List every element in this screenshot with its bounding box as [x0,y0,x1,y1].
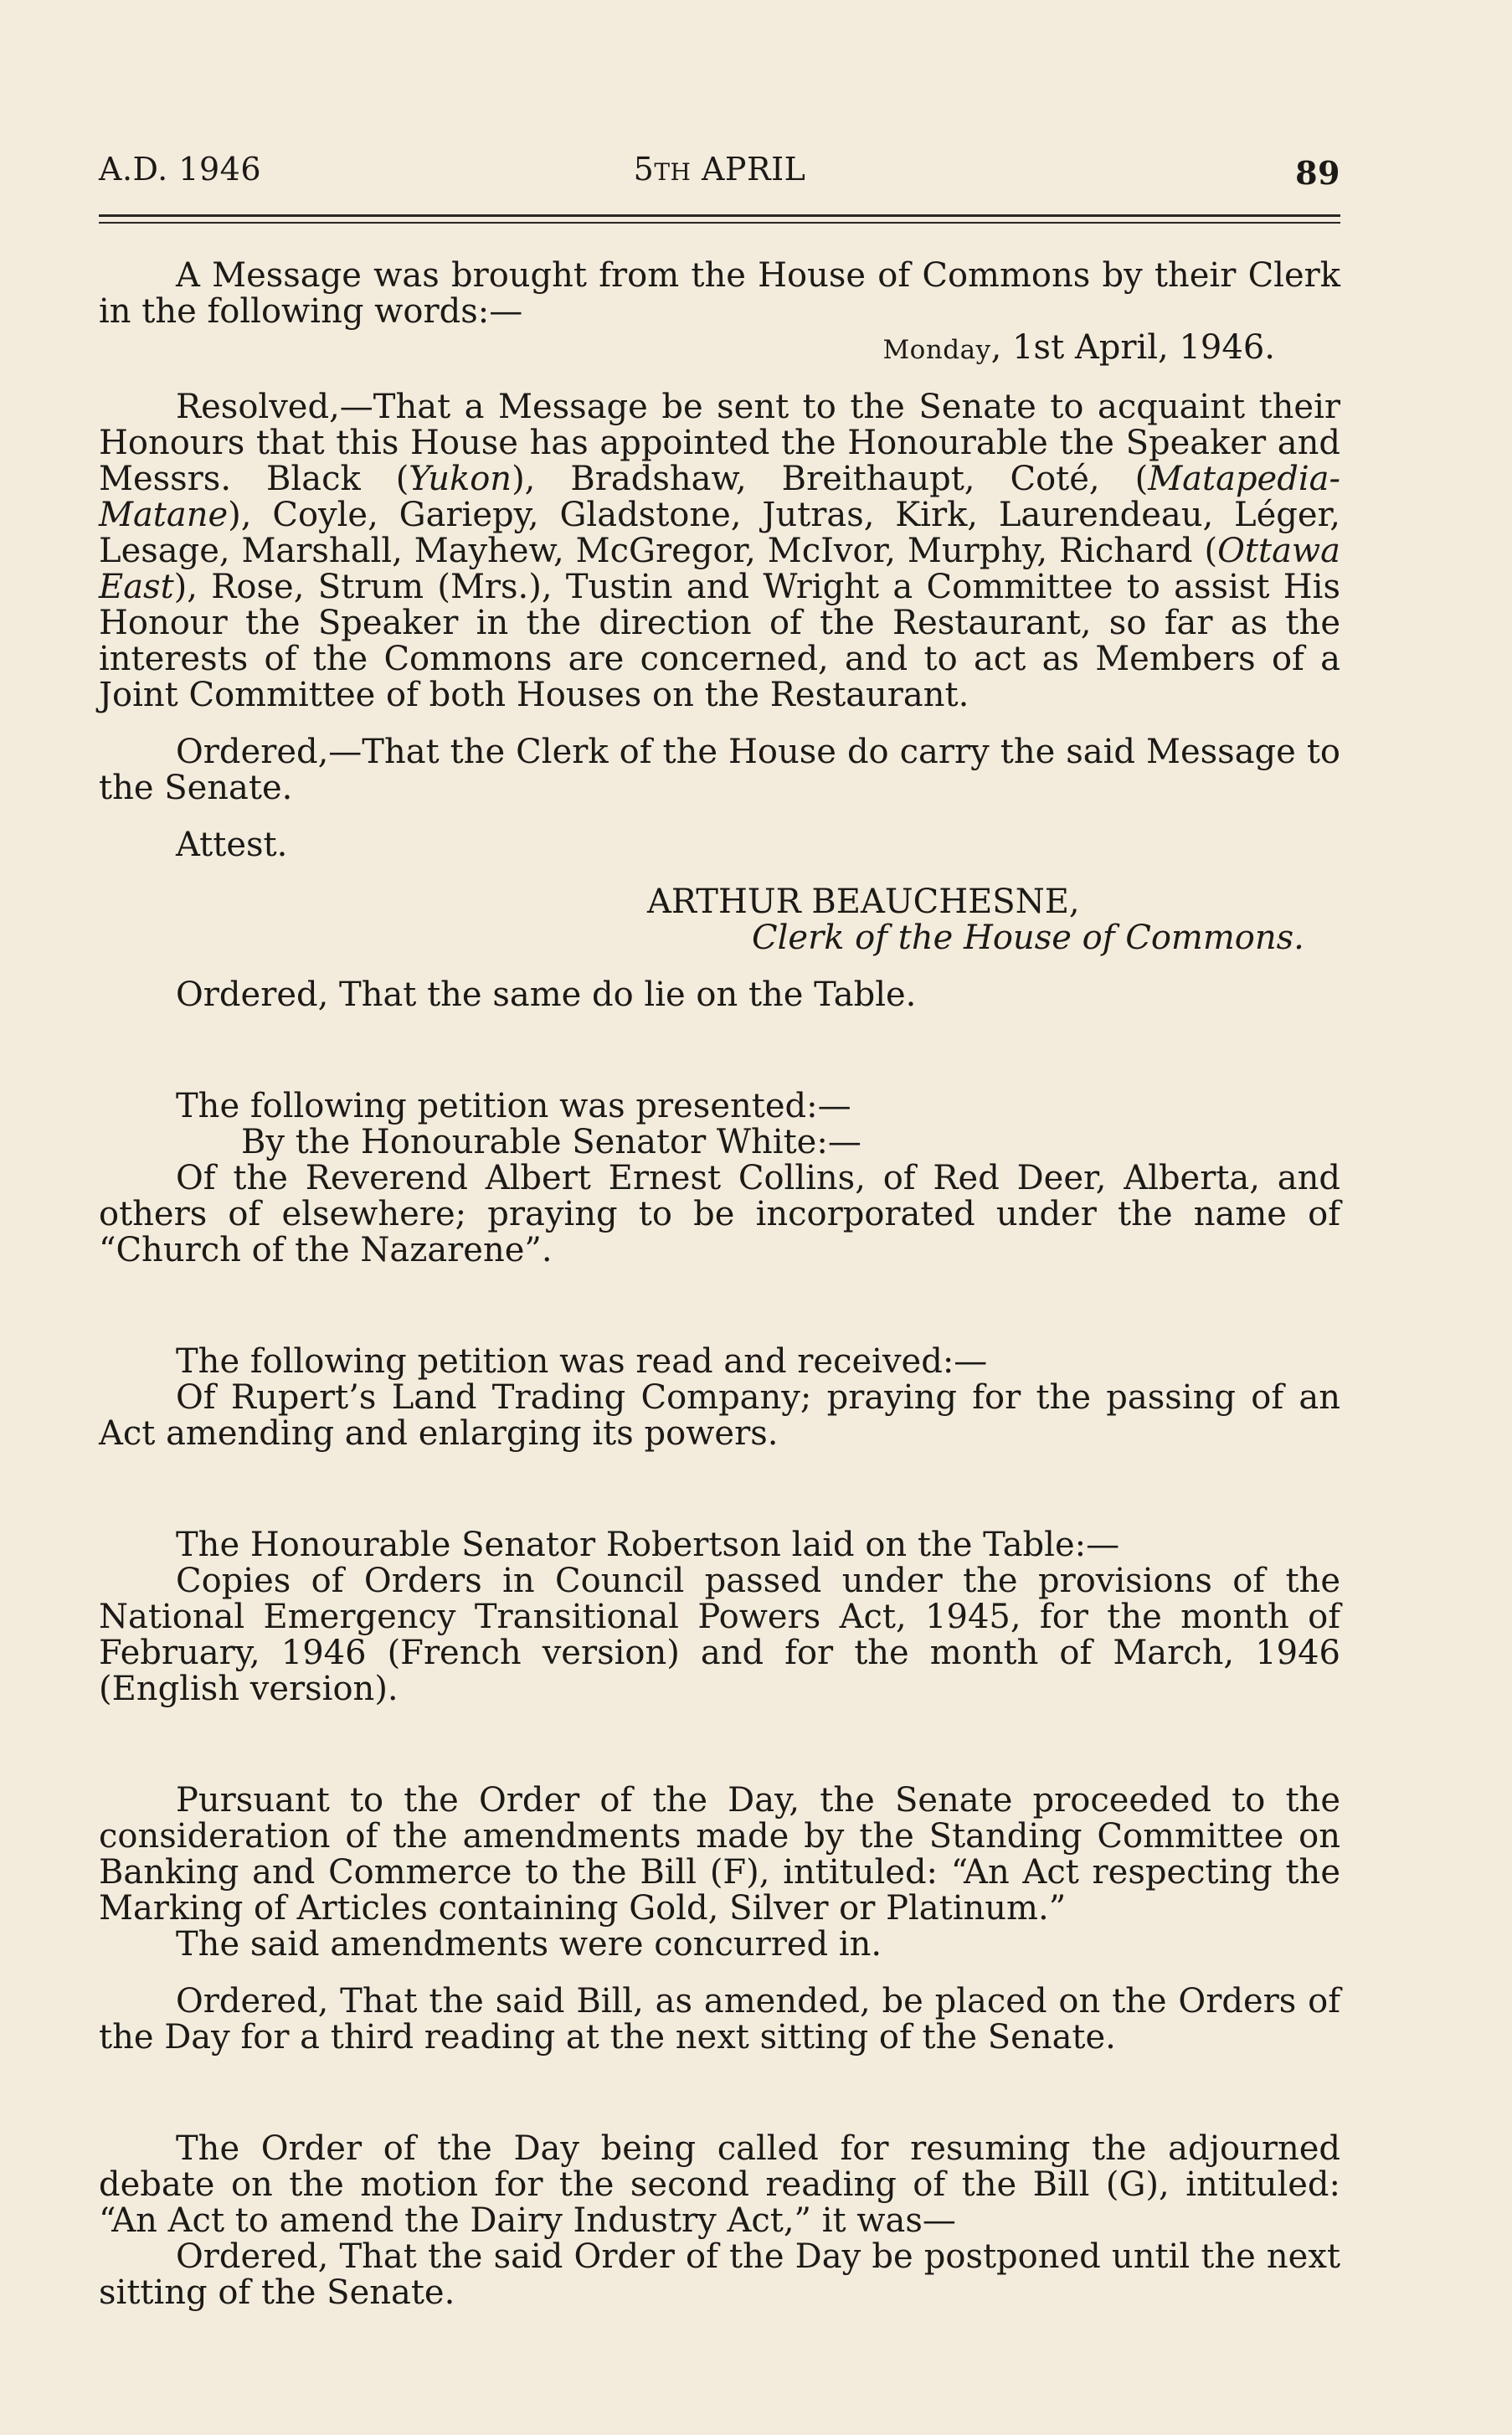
petition2-line1: The following petition was read and received:— [176,1342,988,1381]
petition1-line2: By the Honourable Senator White:— [241,1123,861,1161]
message-attest: Attest. [176,826,288,864]
billg-line1: The Order of the Day being called for resuming the adjourned debate on the motion for the second reading of the Bill (G), intituled: “An Act to amend the Dairy Industry Act,” it was— [99,2129,1340,2240]
header-date-num: 5 [633,151,655,188]
signer-title: Clerk of the House of Commons. [752,919,1304,957]
petition1-line3: Of the Reverend Albert Ernest Collins, of Red Deer, Alberta, and others of elsewhere; praying to be incorporated under the name of “Church of the Nazarene”. [99,1159,1340,1269]
resolved-text-4: ), Rose, Strum (Mrs.), Tustin and Wright a Committee to assist His Honour the Speaker in the direction of the Restaurant, so far as the interests of the Commons are concerned, and to act as Members of a Joint Committee of both Houses on the Restaurant. [99,568,1340,714]
header-rule-bottom [99,222,1340,224]
resolved-text-2: ), Bradshaw, Breithaupt, Coté, ( [512,460,1149,498]
message-resolved [99,389,1340,713]
page-number: 89 [1295,154,1340,192]
header-rule-top [99,214,1340,217]
billf-line1: Pursuant to the Order of the Day, the Senate proceeded to the consideration of the amendments made by the Standing Committee on Banking and Commerce to the Bill (F), intituled: “An Act respecting the Marking of Articles containing Gold, Silver or Platinum.” [99,1781,1340,1928]
header-date-month: APRIL [691,151,806,188]
page-body [99,258,1340,2311]
billf-line2: The said amendments were concurred in. [176,1925,882,1964]
riding-yukon: Yukon [409,460,512,498]
message-ordered: Ordered,—That the Clerk of the House do carry the said Message to the Senate. [99,733,1340,807]
message-date-day: Monday [882,335,991,365]
message-intro: A Message was brought from the House of Commons by their Clerk in the following words:— [99,256,1340,331]
message-table: Ordered, That the same do lie on the Table. [176,976,917,1014]
page-header [99,151,1340,201]
billg-line2: Ordered, That the said Order of the Day be postponed until the next sitting of the Senate. [99,2237,1340,2312]
orders-line1: The Honourable Senator Robertson laid on the Table:— [176,1526,1120,1564]
header-date-suffix: TH [654,158,692,186]
petition2-line2: Of Rupert’s Land Trading Company; praying for the passing of an Act amending and enlarging its powers. [99,1378,1340,1453]
header-date [99,151,1340,188]
petition1-line1: The following petition was presented:— [176,1087,851,1125]
message-date [99,330,1340,368]
resolved-text-3: ), Coyle, Gariepy, Gladstone, Jutras, Kirk, Laurendeau, Léger, Lesage, Marshall, Mayhew, McGregor, McIvor, Murphy, Richard ( [99,496,1340,570]
resolved-text-1: Resolved,—That a Message be sent to the Senate to acquaint their Honours that this House has appointed the Honourable the Speaker and Messrs. Black ( [99,388,1340,498]
riding-matapedia: Matapedia-Matane [99,460,1340,534]
orders-line2: Copies of Orders in Council passed under the provisions of the National Emergency Transitional Powers Act, 1945, for the month of February, 1946 (French version) and for the month of March, 1946 (English version). [99,1562,1340,1708]
signer-name: ARTHUR BEAUCHESNE, [647,883,1080,921]
message-date-rest: , 1st April, 1946. [990,328,1275,367]
riding-ottawa: Ottawa East [99,532,1340,606]
billf-line3: Ordered, That the said Bill, as amended, be placed on the Orders of the Day for a third reading at the next sitting of the Senate. [99,1982,1340,2057]
header-year: A.D. 1946 [99,151,261,188]
